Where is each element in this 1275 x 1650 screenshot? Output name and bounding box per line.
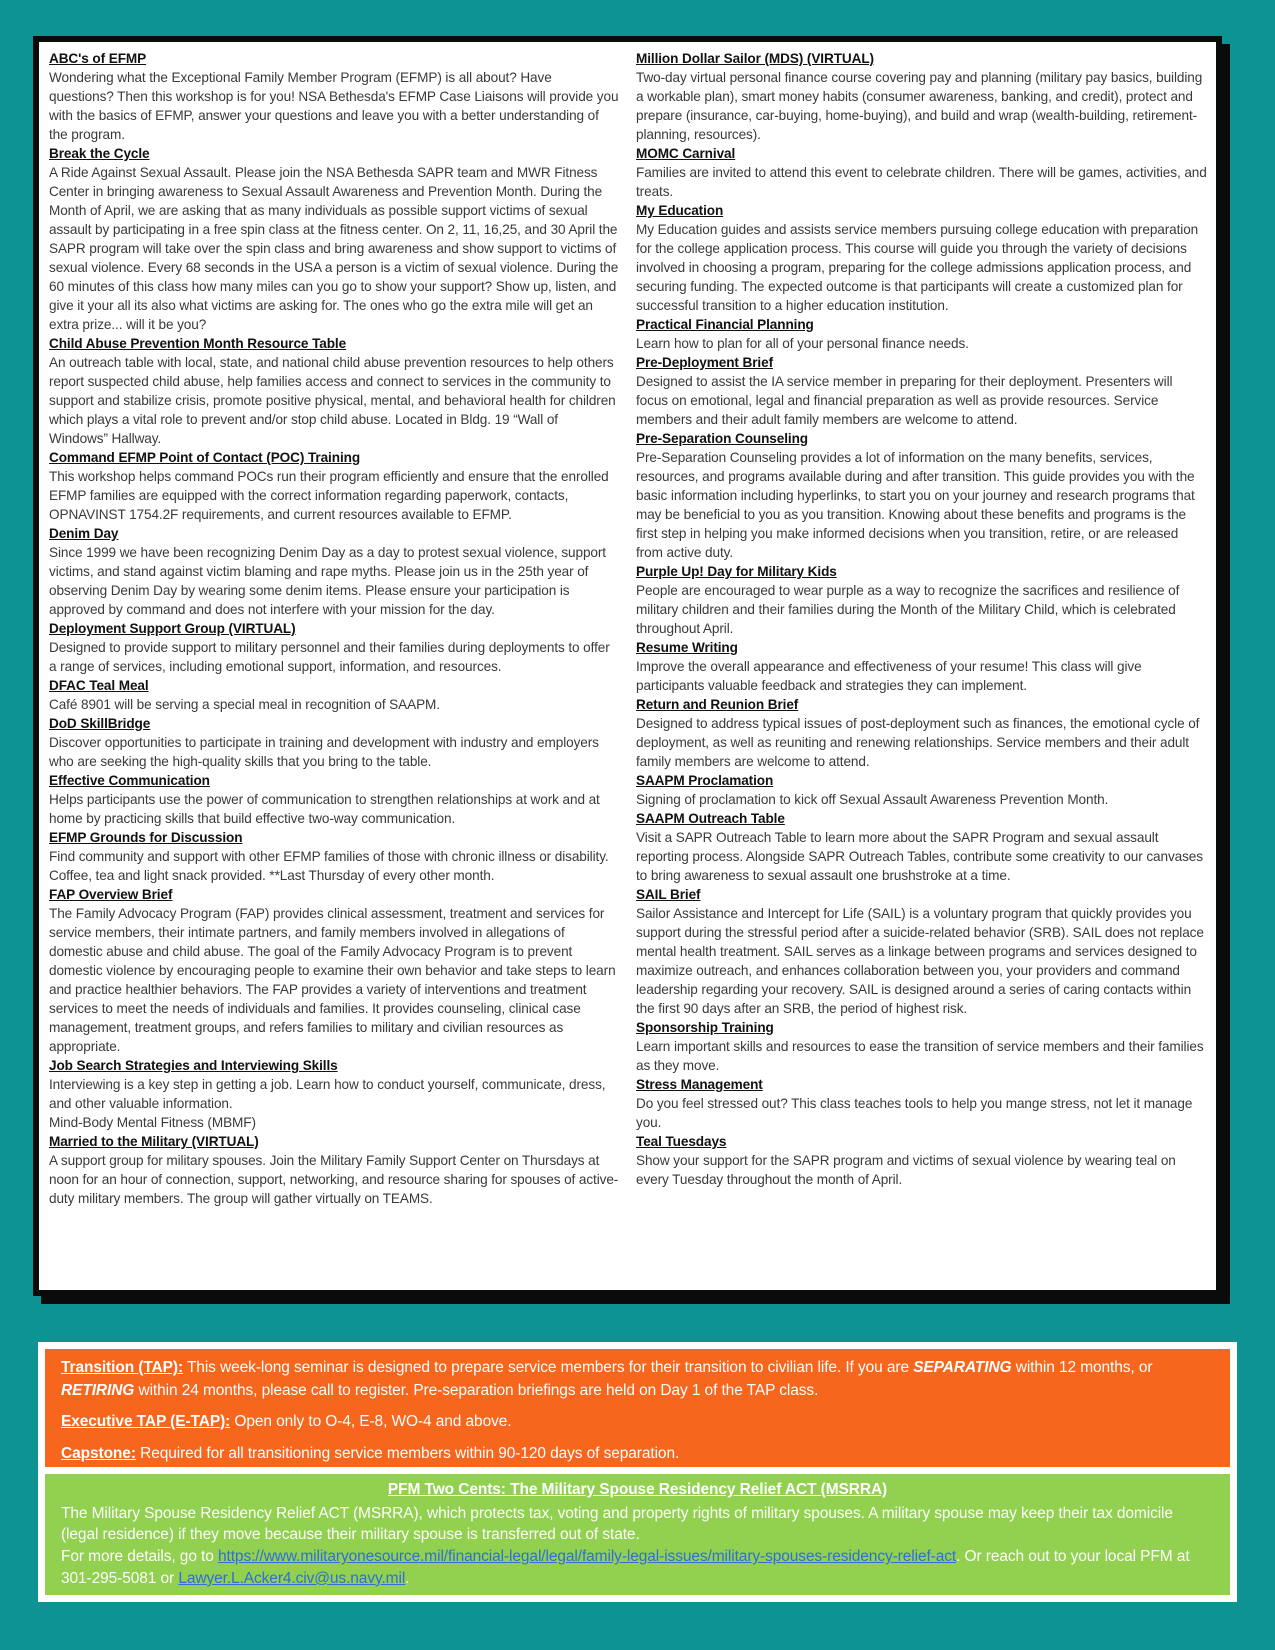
tap-paragraph xyxy=(61,1411,1214,1434)
program-title: Child Abuse Prevention Month Resource Table xyxy=(49,336,347,351)
text-segment: SEPARATING xyxy=(913,1359,1012,1376)
program-body: This workshop helps command POCs run their program efficiently and ensure that the enrolled EFMP families are equipped with the correct information regarding paperwork, contacts, OPNAVINST 1754.2F requirements, and current resources available to EFMP. xyxy=(49,469,609,522)
program-body: Designed to address typical issues of post-deployment such as finances, the emotional cycle of deployment, as well as reuniting and renewing relationships. Service members and their adult family members are welcome to attend. xyxy=(636,716,1200,769)
program-body: Two-day virtual personal finance course covering pay and planning (military pay basics, building a workable plan), smart money habits (consumer awareness, banking, and credit), protect and prepare (insurance, car-buying, home-buying), and build and wrap (wealth-building, retirement-planning, resources). xyxy=(636,70,1203,142)
program-body: Learn how to plan for all of your personal finance needs. xyxy=(636,336,969,351)
program-body: Improve the overall appearance and effectiveness of your resume! This class will give participants valuable feedback and strategies they can implement. xyxy=(636,659,1142,693)
tap-label: Executive TAP (E-TAP): xyxy=(61,1413,231,1430)
text-segment: within 12 months, or xyxy=(1011,1359,1153,1376)
program-title: ABC's of EFMP xyxy=(49,51,147,66)
msrra-details-link[interactable]: https://www.militaryonesource.mil/financial-legal/legal/family-legal-issues/military-spouses-residency-relief-act xyxy=(217,1548,957,1566)
program-body: A support group for military spouses. Join the Military Family Support Center on Thursdays at noon for an hour of connection, support, networking, and resource sharing for spouses of active-duty military members. The group will gather virtually on TEAMS. xyxy=(49,1153,619,1206)
program-body: Pre-Separation Counseling provides a lot of information on the many benefits, services, resources, and programs available during and after transition. This guide provides you with the basic information including hyperlinks, to start you on your journey and research programs that may be beneficial to you as you transition. Knowing about these benefits and programs is the first step in helping you make informed decisions when you transition, retire, or are released from active duty. xyxy=(636,450,1195,560)
tap-paragraph xyxy=(61,1443,1214,1466)
program-title: My Education xyxy=(636,203,724,218)
program-title: Job Search Strategies and Interviewing Skills xyxy=(49,1058,338,1073)
program-title: Pre-Separation Counseling xyxy=(636,431,808,446)
tap-label: Transition (TAP): xyxy=(61,1359,184,1376)
program-title: Return and Reunion Brief xyxy=(636,697,799,712)
bottom-panels xyxy=(38,1342,1237,1602)
program-title: Deployment Support Group (VIRTUAL) xyxy=(49,621,296,636)
program-title: Mind-Body Mental Fitness (MBMF) xyxy=(49,1115,256,1130)
program-body: Signing of proclamation to kick off Sexual Assault Awareness Prevention Month. xyxy=(636,792,1109,807)
program-title: Stress Management xyxy=(636,1077,763,1092)
program-title: MOMC Carnival xyxy=(636,146,736,161)
program-title: Pre-Deployment Brief xyxy=(636,355,773,370)
tap-panel xyxy=(45,1349,1230,1467)
program-body: Since 1999 we have been recognizing Denim Day as a day to protest sexual violence, support victims, and stand against victim blaming and rape myths. Please join us in the 25th year of observing Denim Day by wearing some denim items. Please ensure your participation is approved by command and does not interfere with your mission for the day. xyxy=(49,545,606,617)
program-body: An outreach table with local, state, and national child abuse prevention resources to help others report suspected child abuse, help families access and connect to services in the community to support and stabilize crisis, promote positive physical, mental, and behavioral health for children which plays a vital role to prevent and/or stop child abuse. Located in Bldg. 19 “Wall of Windows” Hallway. xyxy=(49,355,616,446)
tap-label: Capstone: xyxy=(61,1444,136,1462)
program-body: Do you feel stressed out? This class teaches tools to help you mange stress, not let it manage you. xyxy=(636,1096,1193,1130)
program-body: Show your support for the SAPR program and victims of sexual violence by wearing teal on every Tuesday throughout the month of April. xyxy=(636,1153,1176,1187)
program-body: Designed to provide support to military personnel and their families during deployments to offer a range of services, including emotional support, information, and resources. xyxy=(49,640,610,674)
program-title: Resume Writing xyxy=(636,640,738,655)
program-title: Sponsorship Training xyxy=(636,1020,774,1035)
text-segment: The Military Spouse Residency Relief ACT (MSRRA), which protects tax, voting and property rights of military spouses. A military spouse may keep their tax domicile (legal residence) if they move because their military spouse is transferred out of state. xyxy=(61,1504,1173,1544)
program-body: Families are invited to attend this event to celebrate children. There will be games, activities, and treats. xyxy=(636,165,1207,199)
program-title: SAIL Brief xyxy=(636,887,701,902)
program-body: A Ride Against Sexual Assault. Please join the NSA Bethesda SAPR team and MWR Fitness Center in bringing awareness to Sexual Assault Awareness and Prevention Month. During the Month of April, we are asking that as many individuals as possible support victims of sexual assault by participating in a free spin class at the fitness center. On 2, 11, 16,25, and 30 April the SAPR program will take over the spin class and bring awareness and show support to victims of sexual violence. Every 68 seconds in the USA a person is a victim of sexual violence. During the 60 minutes of this class how many miles can you go to show your support? Show up, listen, and give it your all its also what victims are asking for. The ones who go the extra mile will get an extra prize... will it be you? xyxy=(49,165,619,332)
program-body: Learn important skills and resources to ease the transition of service members and their families as they move. xyxy=(636,1039,1204,1073)
program-title: Effective Communication xyxy=(49,773,210,788)
program-title: EFMP Grounds for Discussion xyxy=(49,830,243,845)
program-body: My Education guides and assists service members pursuing college education with preparation for the college application process. This course will guide you through the variety of decisions involved in choosing a program, preparing for the college admissions application process, and securing funding. The expected outcome is that participants will create a customized plan for successful transition to a higher education institution. xyxy=(636,222,1199,313)
program-title: Purple Up! Day for Military Kids xyxy=(636,564,837,579)
left-column xyxy=(49,49,620,1284)
program-title: Denim Day xyxy=(49,526,119,541)
program-body: Visit a SAPR Outreach Table to learn more about the SAPR Program and sexual assault reporting process. Alongside SAPR Outreach Tables, contribute some creativity to our canvases to bring awareness to sexual assault one brushstroke at a time. xyxy=(636,830,1203,883)
program-body: People are encouraged to wear purple as a way to recognize the sacrifices and resilience of military children and their families during the Month of the Military Child, which is celebrated throughout April. xyxy=(636,583,1180,636)
program-body: Interviewing is a key step in getting a job. Learn how to conduct yourself, communicate, dress, and other valuable information. xyxy=(49,1077,606,1111)
program-title: DoD SkillBridge xyxy=(49,716,151,731)
tap-paragraph xyxy=(61,1357,1214,1402)
program-body: Sailor Assistance and Intercept for Life (SAIL) is a voluntary program that quickly provides you support during the stressful period after a suicide-related behavior (SRB). SAIL does not replace mental health treatment. SAIL serves as a linkage between programs and services designed to maximize outreach, and enhances collaboration between you, your providers and command leadership regarding your recovery. SAIL is designed around a series of caring contacts within the first 90 days after an SRB, the period of highest risk. xyxy=(636,906,1204,1016)
program-title: SAAPM Proclamation xyxy=(636,773,774,788)
pfm-body xyxy=(61,1503,1214,1590)
program-body: Café 8901 will be serving a special meal in recognition of SAAPM. xyxy=(49,697,440,712)
text-segment: Required for all transitioning service members within 90-120 days of separation. xyxy=(135,1444,680,1462)
text-segment: . xyxy=(405,1569,410,1587)
program-title: Practical Financial Planning xyxy=(636,317,814,332)
program-descriptions-panel xyxy=(33,36,1222,1296)
program-title: DFAC Teal Meal xyxy=(49,678,149,693)
program-body: Find community and support with other EFMP families of those with chronic illness or disability. Coffee, tea and light snack provided. **Last Thursday of every other month. xyxy=(49,849,609,883)
pfm-paragraph xyxy=(61,1546,1214,1589)
program-title: Break the Cycle xyxy=(49,146,150,161)
pfm-title: PFM Two Cents: The Military Spouse Residency Relief ACT (MSRRA) xyxy=(387,1481,888,1498)
program-title: Married to the Military (VIRTUAL) xyxy=(49,1134,259,1149)
right-column xyxy=(636,49,1207,1284)
pfm-paragraph xyxy=(61,1503,1214,1546)
program-title: Million Dollar Sailor (MDS) (VIRTUAL) xyxy=(636,51,874,66)
program-body: The Family Advocacy Program (FAP) provides clinical assessment, treatment and services for service members, their intimate partners, and family members involved in allegations of domestic abuse and child abuse. The goal of the Family Advocacy Program is to prevent domestic violence by encouraging people to examine their own behavior and take steps to learn and practice healthier behaviors. The FAP provides a variety of interventions and treatment services to meet the needs of individuals and families. It provides counseling, clinical case management, treatment groups, and refers families to military and civilian resources as appropriate. xyxy=(49,906,616,1054)
program-body: Designed to assist the IA service member in preparing for their deployment. Presenters will focus on emotional, legal and financial preparation as well as provide resources. Service members and their adult family members are welcome to attend. xyxy=(636,374,1173,427)
text-segment: This week-long seminar is designed to prepare service members for their transition to civilian life. If you are xyxy=(183,1359,914,1376)
program-title: Command EFMP Point of Contact (POC) Training xyxy=(49,450,361,465)
program-body: Helps participants use the power of communication to strengthen relationships at work and at home by practicing skills that build effective two-way communication. xyxy=(49,792,600,826)
text-segment: within 24 months, please call to register. Pre-separation briefings are held on Day 1 of the TAP class. xyxy=(134,1381,819,1399)
program-body: Discover opportunities to participate in training and development with industry and employers who are seeking the high-quality skills that you bring to the table. xyxy=(49,735,599,769)
pfm-panel xyxy=(45,1474,1230,1595)
program-body: Wondering what the Exceptional Family Member Program (EFMP) is all about? Have questions? Then this workshop is for you! NSA Bethesda's EFMP Case Liaisons will provide you with the basics of EFMP, answer your questions and leave you with a better understanding of the program. xyxy=(49,70,619,142)
text-segment: For more details, go to xyxy=(61,1548,218,1566)
pfm-email-link[interactable]: Lawyer.L.Acker4.civ@us.navy.mil xyxy=(178,1569,406,1587)
program-title: Teal Tuesdays xyxy=(636,1134,727,1149)
program-title: FAP Overview Brief xyxy=(49,887,173,902)
text-segment: RETIRING xyxy=(61,1381,135,1399)
text-segment: Open only to O-4, E-8, WO-4 and above. xyxy=(230,1413,512,1430)
program-title: SAAPM Outreach Table xyxy=(636,811,785,826)
text-segment: . Or reach out to your local PFM at 301-295-5081 or xyxy=(61,1548,1190,1587)
